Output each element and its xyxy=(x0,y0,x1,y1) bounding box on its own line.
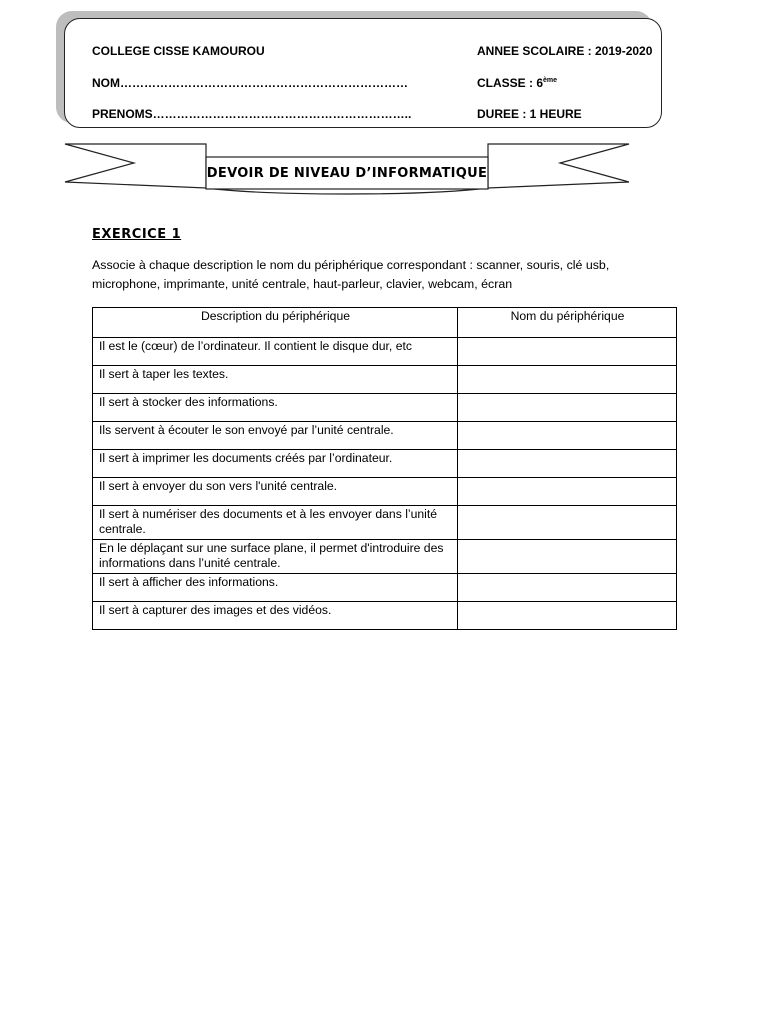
description-cell: Il sert à capturer des images et des vidéos. xyxy=(93,602,458,630)
device-name-answer-cell[interactable] xyxy=(458,366,677,394)
school-name: COLLEGE CISSE KAMOUROU xyxy=(92,44,265,58)
class-value: CLASSE : 6 xyxy=(477,76,544,90)
table-row xyxy=(93,540,677,574)
exam-title: DEVOIR DE NIVEAU D’INFORMATIQUE xyxy=(206,165,488,181)
school-year: ANNEE SCOLAIRE : 2019-2020 xyxy=(477,44,653,58)
description-cell: Il sert à imprimer les documents créés par l’ordinateur. xyxy=(93,450,458,478)
table-row xyxy=(93,478,677,506)
device-name-answer-cell[interactable] xyxy=(458,602,677,630)
table-row xyxy=(93,602,677,630)
device-name-answer-cell[interactable] xyxy=(458,338,677,366)
table-row xyxy=(93,506,677,540)
table-row xyxy=(93,338,677,366)
device-name-answer-cell[interactable] xyxy=(458,506,677,540)
table-row xyxy=(93,422,677,450)
description-cell: Il est le (cœur) de l’ordinateur. Il contient le disque dur, etc xyxy=(93,338,458,366)
device-name-answer-cell[interactable] xyxy=(458,422,677,450)
table-header-row xyxy=(93,308,677,338)
duration-label: DUREE : 1 HEURE xyxy=(477,107,582,121)
device-name-answer-cell[interactable] xyxy=(458,450,677,478)
table-row xyxy=(93,574,677,602)
table-row xyxy=(93,394,677,422)
description-cell: Il sert à taper les textes. xyxy=(93,366,458,394)
header-description: Description du périphérique xyxy=(93,308,458,338)
class-label xyxy=(477,76,557,90)
description-cell: Il sert à envoyer du son vers l'unité centrale. xyxy=(93,478,458,506)
device-matching-table xyxy=(92,307,677,630)
device-name-answer-cell[interactable] xyxy=(458,540,677,574)
class-superscript: ème xyxy=(543,77,558,84)
device-name-answer-cell[interactable] xyxy=(458,394,677,422)
description-cell: Ils servent à écouter le son envoyé par l’unité centrale. xyxy=(93,422,458,450)
exercise-instructions: Associe à chaque description le nom du périphérique correspondant : scanner, souris, clé usb, microphone, imprimante, unité centrale, haut-parleur, clavier, webcam, écran xyxy=(92,258,610,291)
device-name-answer-cell[interactable] xyxy=(458,574,677,602)
table-row xyxy=(93,366,677,394)
device-name-answer-cell[interactable] xyxy=(458,478,677,506)
description-cell: Il sert à stocker des informations. xyxy=(93,394,458,422)
table-row xyxy=(93,450,677,478)
exercise-title: EXERCICE 1 xyxy=(92,227,182,242)
firstnames-field-line: PRENOMS……………………………………………………….. xyxy=(92,107,412,121)
header-device-name: Nom du périphérique xyxy=(458,308,677,338)
description-cell: Il sert à afficher des informations. xyxy=(93,574,458,602)
description-cell: Il sert à numériser des documents et à les envoyer dans l’unité centrale. xyxy=(93,506,458,540)
description-cell: En le déplaçant sur une surface plane, il permet d'introduire des informations dans l’unité centrale. xyxy=(93,540,458,574)
name-field-line: NOM……………………………………………………………… xyxy=(92,76,408,90)
